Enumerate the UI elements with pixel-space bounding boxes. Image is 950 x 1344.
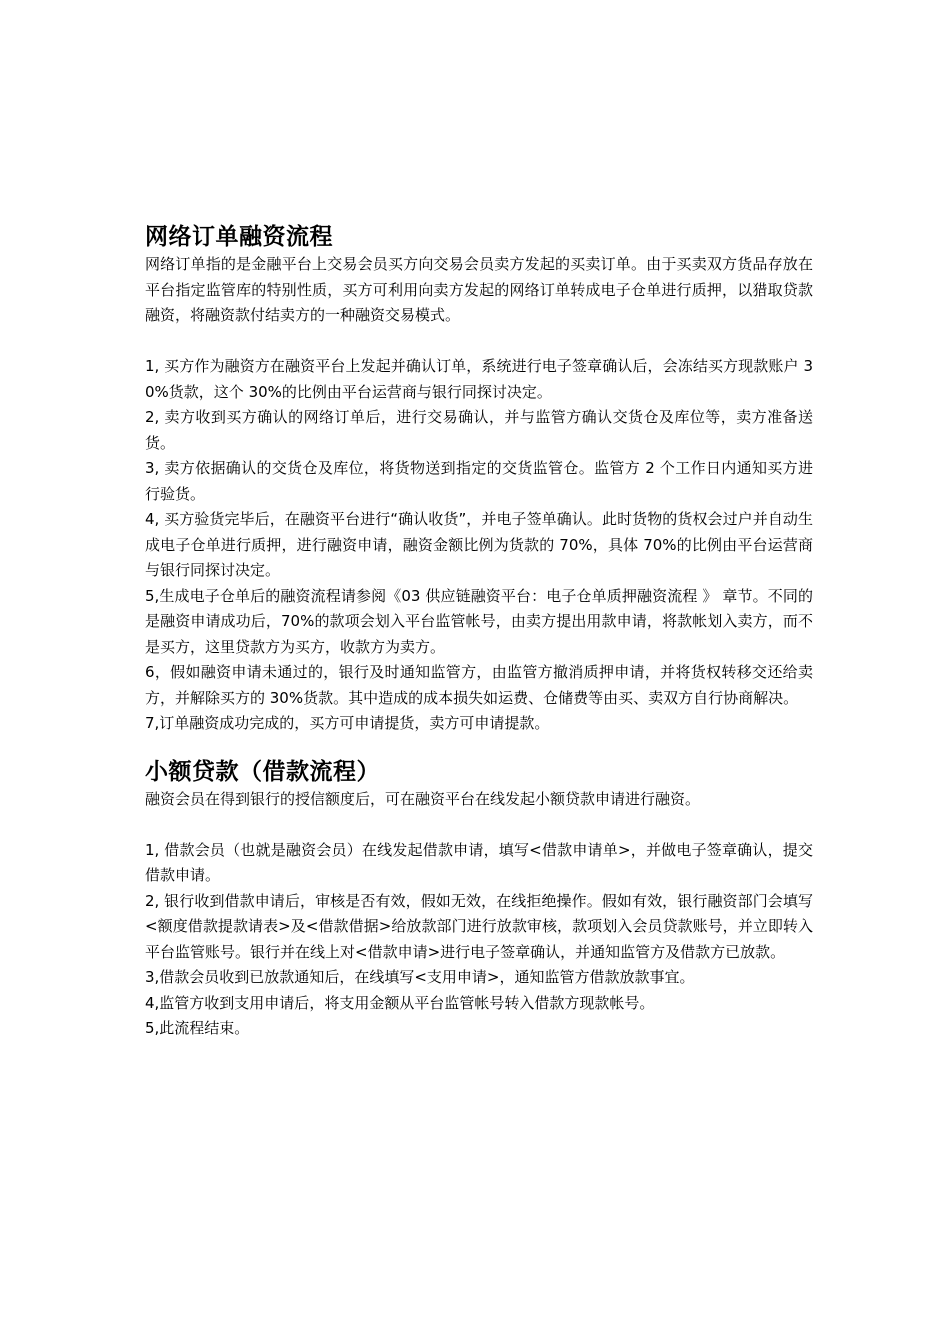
step-item: 1, 借款会员（也就是融资会员）在线发起借款申请，填写<借款申请单>，并做电子签章确认，提交借款申请。 — [145, 840, 813, 884]
step-item: 4,监管方收到支用申请后，将支用金额从平台监管帐号转入借款方现款帐号。 — [145, 993, 655, 1012]
step-item: 4, 买方验货完毕后，在融资平台进行“确认收货”，并电子签单确认。此时货物的货权会过户并自动生成电子仓单进行质押，进行融资申请，融资金额比例为货款的 70%，具体 70%的比例由平台运营商与银行同探讨决定。 — [145, 510, 813, 579]
step-item: 2, 银行收到借款申请后，审核是否有效，假如无效，在线拒绝操作。假如有效，银行融资部门会填写<额度借款提款请表>及<借款借据>给放款部门进行放款审核，款项划入会员贷款账号，并立即转入平台监管账号。银行并在线上对<借款申请>进行电子签章确认，并通知监管方及借款方已放款。 — [145, 891, 813, 961]
step-item: 1, 买方作为融资方在融资平台上发起并确认订单，系统进行电子签章确认后，会冻结买方现款账户 30%货款，这个 30%的比例由平台运营商与银行同探讨决定。 — [145, 357, 813, 401]
section-title: 网络订单融资流程 — [145, 224, 333, 250]
section-title: 小额贷款（借款流程） — [145, 758, 380, 785]
step-item: 5,此流程结束。 — [145, 1019, 250, 1037]
section-intro: 网络订单指的是金融平台上交易会员买方向交易会员卖方发起的买卖订单。由于买卖双方货品存放在平台指定监管库的特别性质，买方可利用向卖方发起的网络订单转成电子仓单进行质押，以猎取贷款融资，将融资款付结卖方的一种融资交易模式。 — [145, 255, 813, 324]
step-item: 2, 卖方收到买方确认的网络订单后，进行交易确认，并与监管方确认交货仓及库位等，卖方准备送货。 — [145, 408, 813, 452]
document-page — [145, 222, 813, 1042]
section-small-loan — [145, 757, 813, 1042]
blank-line — [145, 329, 813, 355]
step-item: 3,借款会员收到已放款通知后，在线填写<支用申请>，通知监管方借款放款事宜。 — [145, 968, 695, 986]
step-item: 7,订单融资成功完成的，买方可申请提货，卖方可申请提款。 — [145, 714, 550, 732]
blank-line — [145, 812, 813, 838]
step-item: 3, 卖方依据确认的交货仓及库位，将货物送到指定的交货监管仓。监管方 2 个工作日内通知买方进行验货。 — [145, 459, 813, 503]
section-order-financing — [145, 222, 813, 737]
step-item: 6，假如融资申请未通过的，银行及时通知监管方，由监管方撤消质押申请，并将货权转移交还给卖方，并解除买方的 30%货款。其中造成的成本损失如运费、仓储费等由买、卖双方自行协商解决。 — [145, 663, 813, 707]
step-item: 5,生成电子仓单后的融资流程请参阅《03 供应链融资平台：电子仓单质押融资流程 》 章节。不同的是融资申请成功后，70%的款项会划入平台监管帐号，由卖方提出用款申请，将款帐划入卖方，而不是买方，这里贷款方为买方，收款方为卖方。 — [145, 586, 813, 656]
section-intro: 融资会员在得到银行的授信额度后，可在融资平台在线发起小额贷款申请进行融资。 — [145, 789, 701, 808]
